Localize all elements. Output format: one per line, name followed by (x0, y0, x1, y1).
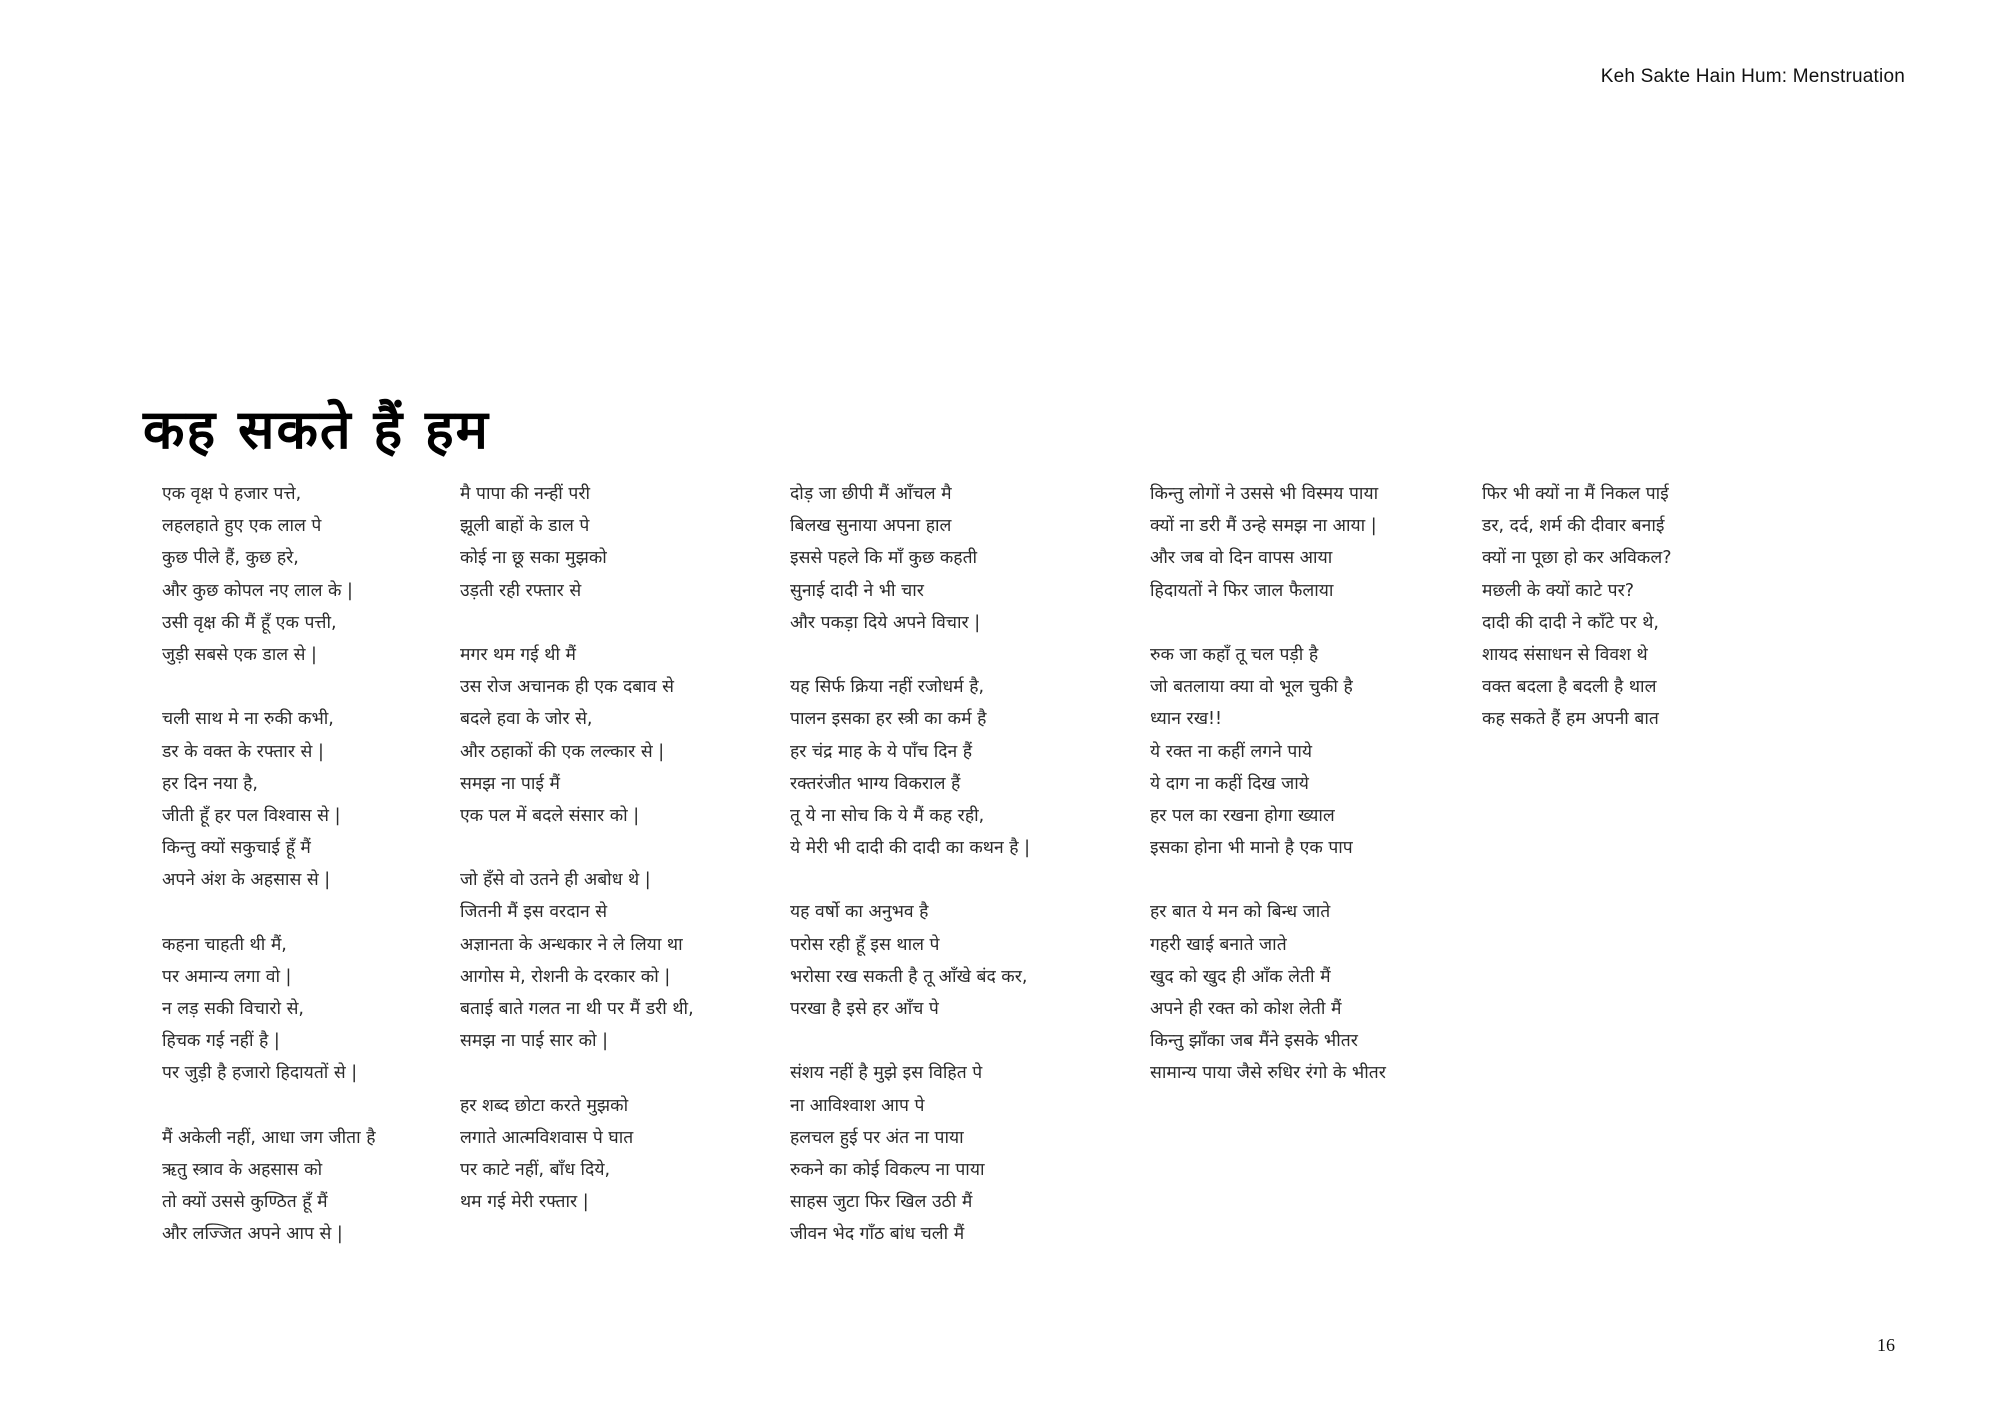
poem-line: हर चंद्र माह के ये पाँच दिन हैं (790, 741, 973, 762)
poem-line: रुकने का कोई विकल्प ना पाया (790, 1159, 985, 1180)
poem-line: खुद को खुद ही आँक लेती मैं (1150, 966, 1331, 987)
poem-line: थम गई मेरी रफ्तार | (460, 1192, 589, 1213)
poem-line: किन्तु लोगों ने उससे भी विस्मय पाया (1150, 484, 1379, 504)
poem-line: अपने अंश के अहसास से | (162, 870, 331, 891)
poem-line: परोस रही हूँ इस थाल पे (790, 934, 940, 955)
poem-line: जितनी मैं इस वरदान से (460, 902, 608, 923)
poem-line: मछली के क्यों काटे पर? (1482, 580, 1635, 601)
poem-line: रक्तरंजीत भाग्य विकराल हैं (790, 773, 961, 794)
poem-line: ये रक्त ना कहीं लगने पाये (1150, 741, 1313, 762)
stanza-break (1150, 607, 1386, 639)
poem-line: और पकड़ा दिये अपने विचार | (790, 612, 981, 633)
poem-line: भरोसा रख सकती है तू आँखे बंद कर, (790, 966, 1028, 987)
poem-line: हिदायतों ने फिर जाल फैलाया (1150, 580, 1334, 601)
poem-line: झूली बाहों के डाल पे (460, 516, 590, 537)
stanza-break (1150, 864, 1386, 896)
poem-line: जुड़ी सबसे एक डाल से | (162, 644, 317, 665)
poem-line: और ठहाकों की एक लल्कार से | (460, 741, 665, 762)
poem-line: पर जुड़ी है हजारो हिदायतों से | (162, 1063, 358, 1084)
poem-line: फिर भी क्यों ना मैं निकल पाई (1482, 484, 1669, 504)
poem-line: हर शब्द छोटा करते मुझको (460, 1095, 629, 1116)
poem-line: ये दाग ना कहीं दिख जाये (1150, 773, 1309, 794)
poem-line: संशय नहीं है मुझे इस विहित पे (790, 1063, 983, 1084)
poem-line: और जब वो दिन वापस आया (1150, 548, 1333, 569)
poem-line: इससे पहले कि माँ कुछ कहती (790, 548, 978, 569)
poem-line: लगाते आत्मविशवास पे घात (460, 1127, 634, 1148)
poem-line: अपने ही रक्त को कोश लेती मैं (1150, 999, 1342, 1019)
poem-line: समझ ना पाई सार को | (460, 1031, 609, 1052)
poem-line: ये मेरी भी दादी की दादी का कथन है | (790, 838, 1030, 859)
poem-line: और लज्जित अपने आप से | (162, 1224, 343, 1245)
poem-line: ध्यान रख!! (1150, 709, 1223, 730)
poem-line: रुक जा कहाँ तू चल पड़ी है (1150, 644, 1319, 665)
poem-line: परखा है इसे हर आँच पे (790, 999, 939, 1019)
poem-line: तू ये ना सोच कि ये मैं कह रही, (790, 805, 985, 826)
poem-line: समझ ना पाई मैं (460, 773, 560, 794)
poem-line: कोई ना छू सका मुझको (460, 548, 607, 569)
stanza-break (460, 1057, 694, 1089)
poem-line: हलचल हुई पर अंत ना पाया (790, 1127, 964, 1148)
poem-column-3 (790, 478, 1030, 1251)
poem-column-1 (162, 478, 375, 1251)
poem-line: बदले हवा के जोर से, (460, 709, 593, 730)
poem-line: शायद संसाधन से विवश थे (1482, 644, 1648, 665)
poem-line: डर, दर्द, शर्म की दीवार बनाई (1482, 516, 1665, 537)
poem-line: क्यों ना डरी मैं उन्हे समझ ना आया | (1150, 516, 1377, 537)
stanza-break (162, 1090, 375, 1122)
poem-line: तो क्यों उससे कुण्ठित हूँ मैं (162, 1192, 328, 1213)
poem-line: और कुछ कोपल नए लाल के | (162, 580, 353, 601)
poem-line: एक पल में बदले संसार को | (460, 805, 640, 826)
poem-line: जीवन भेद गाँठ बांध चली मैं (790, 1224, 965, 1245)
poem-column-4 (1150, 478, 1386, 1090)
poem-line: कह सकते हैं हम अपनी बात (1482, 709, 1659, 730)
poem-line: सामान्य पाया जैसे रुधिर रंगो के भीतर (1150, 1063, 1386, 1084)
poem-line: उड़ती रही रफ्तार से (460, 580, 582, 601)
poem-line: दोड़ जा छीपी मैं आँचल मै (790, 484, 952, 504)
poem-line: पर अमान्य लगा वो | (162, 966, 292, 987)
poem-line: लहलहाते हुए एक लाल पे (162, 516, 322, 537)
stanza-break (790, 1025, 1030, 1057)
poem-line: जो बतलाया क्या वो भूल चुकी है (1150, 677, 1353, 698)
poem-line: इसका होना भी मानो है एक पाप (1150, 838, 1353, 859)
poem-line: किन्तु झाँका जब मैंने इसके भीतर (1150, 1031, 1358, 1052)
poem-line: साहस जुटा फिर खिल उठी मैं (790, 1192, 973, 1213)
poem-line: मैं अकेली नहीं, आधा जग जीता है (162, 1127, 376, 1148)
stanza-break (460, 607, 694, 639)
poem-line: चली साथ मे ना रुकी कभी, (162, 709, 334, 730)
document-header-title: Keh Sakte Hain Hum: Menstruation (1600, 66, 1905, 87)
poem-line: मै पापा की नन्हीं परी (460, 484, 591, 504)
poem-line: यह वर्षो का अनुभव है (790, 902, 929, 923)
poem-line: डर के वक्त के रफ्तार से | (162, 741, 324, 762)
poem-line: हर बात ये मन को बिन्ध जाते (1150, 902, 1331, 923)
stanza-break (790, 864, 1030, 896)
page-number: 16 (1877, 1335, 1895, 1355)
poem-title: कह सकते हैं हम (143, 398, 490, 461)
poem-line: कुछ पीले हैं, कुछ हरे, (162, 548, 299, 569)
poem-line: अज्ञानता के अन्धकार ने ले लिया था (460, 934, 683, 955)
poem-line: हिचक गई नहीं है | (162, 1031, 280, 1052)
poem-line: कहना चाहती थी मैं, (162, 934, 287, 955)
poem-line: हर पल का रखना होगा ख्याल (1150, 805, 1335, 826)
poem-line: हर दिन नया है, (162, 773, 258, 794)
poem-line: क्यों ना पूछा हो कर अविकल? (1482, 548, 1672, 569)
poem-line: एक वृक्ष पे हजार पत्ते, (162, 484, 302, 504)
poem-line: ना आविश्वाश आप पे (790, 1095, 925, 1116)
poem-line: यह सिर्फ क्रिया नहीं रजोधर्म है, (790, 677, 985, 698)
poem-line: वक्त बदला है बदली है थाल (1482, 677, 1657, 698)
poem-line: बिलख सुनाया अपना हाल (790, 516, 952, 537)
poem-line: ऋतु स्त्राव के अहसास को (162, 1159, 323, 1180)
poem-line: सुनाई दादी ने भी चार (790, 580, 924, 601)
poem-line: पर काटे नहीं, बाँध दिये, (460, 1159, 611, 1180)
poem-line: किन्तु क्यों सकुचाई हूँ मैं (162, 838, 311, 859)
stanza-break (162, 671, 375, 703)
poem-column-2 (460, 478, 694, 1218)
stanza-break (460, 832, 694, 864)
poem-column-5 (1482, 478, 1672, 736)
poem-line: आगोस मे, रोशनी के दरकार को | (460, 966, 671, 987)
poem-line: बताई बाते गलत ना थी पर मैं डरी थी, (460, 999, 694, 1019)
poem-line: न लड़ सकी विचारो से, (162, 999, 304, 1019)
poem-line: गहरी खाई बनाते जाते (1150, 934, 1287, 955)
stanza-break (790, 639, 1030, 671)
stanza-break (162, 896, 375, 928)
poem-line: उस रोज अचानक ही एक दबाव से (460, 677, 674, 698)
poem-line: जीती हूँ हर पल विश्वास से | (162, 805, 341, 826)
poem-line: पालन इसका हर स्त्री का कर्म है (790, 709, 987, 730)
poem-line: मगर थम गई थी मैं (460, 644, 576, 665)
poem-line: जो हँसे वो उतने ही अबोध थे | (460, 870, 651, 891)
poem-line: उसी वृक्ष की मैं हूँ एक पत्ती, (162, 612, 337, 633)
poem-line: दादी की दादी ने काँटे पर थे, (1482, 612, 1659, 633)
